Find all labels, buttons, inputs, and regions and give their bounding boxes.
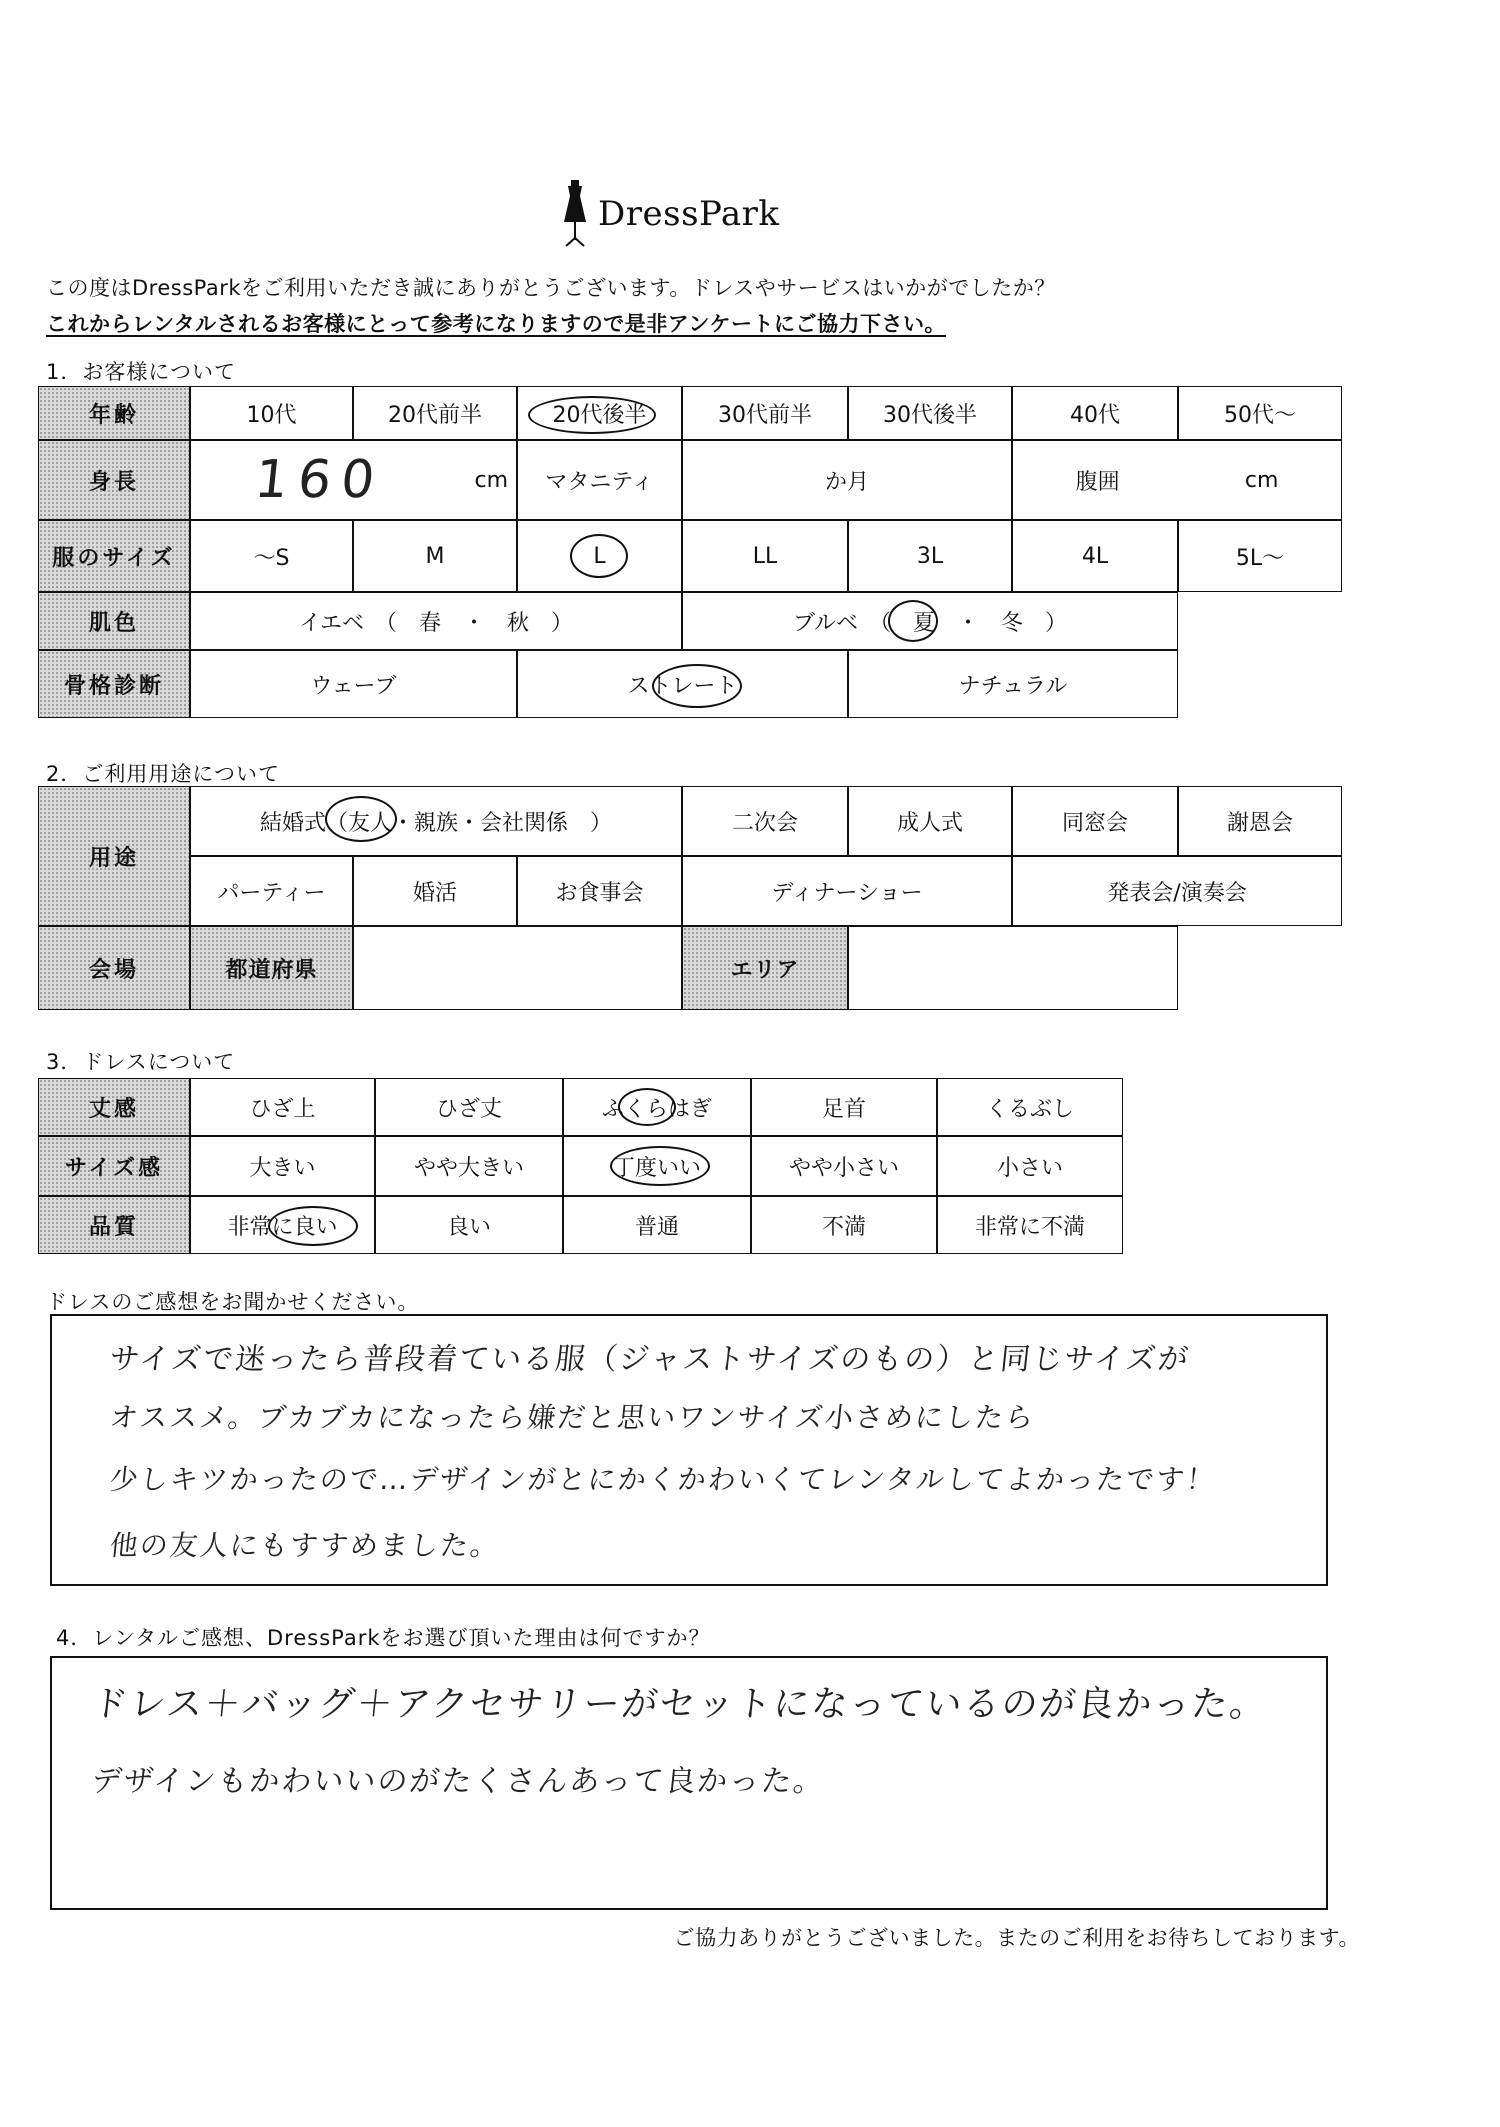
logo-text: DressPark (598, 194, 780, 234)
prefecture-label: 都道府県 (190, 926, 353, 1010)
quality-option[interactable]: 不満 (751, 1196, 937, 1254)
age-option[interactable]: 40代 (1012, 386, 1178, 440)
selection-circle (268, 1206, 358, 1246)
quality-option[interactable]: 非常に不満 (937, 1196, 1123, 1254)
fit-option[interactable]: やや小さい (751, 1136, 937, 1196)
selection-circle (888, 600, 938, 642)
age-option-selected[interactable]: 20代後半 (517, 386, 682, 440)
impressions-title: ドレスのご感想をお聞かせください。 (46, 1290, 420, 1314)
selection-circle (570, 534, 628, 578)
section-2-title: 2．ご利用用途について (46, 762, 280, 786)
selection-circle (610, 1146, 710, 1186)
dresspark-logo (560, 180, 800, 260)
height-label: 身長 (38, 440, 190, 520)
section-4-title: 4．レンタルご感想、DressParkをお選び頂いた理由は何ですか？ (56, 1626, 711, 1650)
frame-label: 骨格診断 (38, 650, 190, 718)
length-option[interactable]: くるぶし (937, 1078, 1123, 1136)
prefecture-field[interactable] (353, 926, 682, 1010)
size-option-selected[interactable]: L (517, 520, 682, 592)
venue-label: 会場 (38, 926, 190, 1010)
selection-circle (325, 796, 397, 842)
waist-unit: cm (1244, 467, 1279, 493)
frame-option-selected[interactable]: ストレート (517, 650, 848, 718)
purpose-option[interactable]: 婚活 (353, 856, 517, 926)
size-option[interactable]: 4L (1012, 520, 1178, 592)
impressions-line: 少しキツかったので…デザインがとにかくかわいくてレンタルしてよかったです！ (108, 1463, 1218, 1496)
height-value: 160 (251, 450, 388, 510)
frame-option[interactable]: ウェーブ (190, 650, 517, 718)
length-option[interactable]: ひざ上 (190, 1078, 375, 1136)
fit-option-selected[interactable]: 丁度いい (563, 1136, 751, 1196)
selection-circle (528, 396, 656, 434)
quality-option-selected[interactable]: 非常に良い (190, 1196, 375, 1254)
skin-yellow-option[interactable]: イエベ （ 春 ・ 秋 ） (190, 592, 682, 650)
area-label: エリア (682, 926, 848, 1010)
reason-line: デザインもかわいいのがたくさんあって良かった。 (89, 1764, 828, 1799)
height-unit: cm (474, 467, 508, 493)
size-option[interactable]: LL (682, 520, 848, 592)
dress-form-icon (560, 180, 590, 250)
fit-label: サイズ感 (38, 1136, 190, 1196)
footer-thanks: ご協力ありがとうございました。またのご利用をお待ちしております。 (673, 1926, 1360, 1950)
selection-circle (618, 1088, 676, 1126)
length-option[interactable]: 足首 (751, 1078, 937, 1136)
skin-blue-option[interactable]: ブルベ （ 夏 ・ 冬 ） (682, 592, 1178, 650)
size-option[interactable]: ～S (190, 520, 353, 592)
fit-option[interactable]: 小さい (937, 1136, 1123, 1196)
intro-line-2: これからレンタルされるお客様にとって参考になりますので是非アンケートにご協力下さい。 (46, 312, 946, 336)
size-option[interactable]: 5L～ (1178, 520, 1342, 592)
skin-label: 肌色 (38, 592, 190, 650)
fit-option[interactable]: 大きい (190, 1136, 375, 1196)
length-option[interactable]: ひざ丈 (375, 1078, 563, 1136)
size-option[interactable]: 3L (848, 520, 1012, 592)
fit-option[interactable]: やや大きい (375, 1136, 563, 1196)
reason-line: ドレス＋バッグ＋アクセサリーがセットになっているのが良かった。 (89, 1684, 1270, 1725)
length-option-selected[interactable]: ふくらはぎ (563, 1078, 751, 1136)
impressions-line: 他の友人にもすすめました。 (108, 1529, 502, 1562)
months-label: か月 (824, 469, 869, 495)
purpose-option[interactable]: 二次会 (682, 786, 848, 856)
intro-line-1: この度はDressParkをご利用いただき誠にありがとうございます。ドレスやサービスはいかがでしたか？ (46, 276, 1056, 300)
purpose-option[interactable]: お食事会 (517, 856, 682, 926)
section-3-title: 3．ドレスについて (46, 1050, 236, 1074)
purpose-option[interactable]: 同窓会 (1012, 786, 1178, 856)
purpose-option[interactable]: パーティー (190, 856, 353, 926)
area-field[interactable] (848, 926, 1178, 1010)
age-option[interactable]: 30代後半 (848, 386, 1012, 440)
maternity-months-field[interactable] (682, 440, 1012, 520)
age-option[interactable]: 50代～ (1178, 386, 1342, 440)
frame-option[interactable]: ナチュラル (848, 650, 1178, 718)
wedding-option[interactable]: 結婚式（友人・親族・会社関係 ） (190, 786, 682, 856)
age-option[interactable]: 30代前半 (682, 386, 848, 440)
section-1-title: 1．お客様について (46, 360, 236, 384)
purpose-option[interactable]: 謝恩会 (1178, 786, 1342, 856)
age-option[interactable]: 20代前半 (353, 386, 517, 440)
purpose-option[interactable]: 発表会/演奏会 (1012, 856, 1342, 926)
age-label: 年齢 (38, 386, 190, 440)
purpose-option[interactable]: 成人式 (848, 786, 1012, 856)
purpose-label: 用途 (38, 786, 190, 926)
age-option[interactable]: 10代 (190, 386, 353, 440)
length-label: 丈感 (38, 1078, 190, 1136)
waist-field[interactable] (1012, 440, 1342, 520)
maternity-label: マタニティ (517, 440, 682, 520)
selection-circle (652, 664, 742, 708)
impressions-line: オススメ。ブカブカになったら嫌だと思いワンサイズ小さめにしたら (108, 1401, 1037, 1434)
purpose-option[interactable]: ディナーショー (682, 856, 1012, 926)
size-label: 服のサイズ (38, 520, 190, 592)
quality-option[interactable]: 普通 (563, 1196, 751, 1254)
impressions-line: サイズで迷ったら普段着ている服（ジャストサイズのもの）と同じサイズが (107, 1342, 1192, 1377)
size-option[interactable]: M (353, 520, 517, 592)
quality-option[interactable]: 良い (375, 1196, 563, 1254)
quality-label: 品質 (38, 1196, 190, 1254)
waist-label: 腹囲 (1075, 469, 1120, 495)
